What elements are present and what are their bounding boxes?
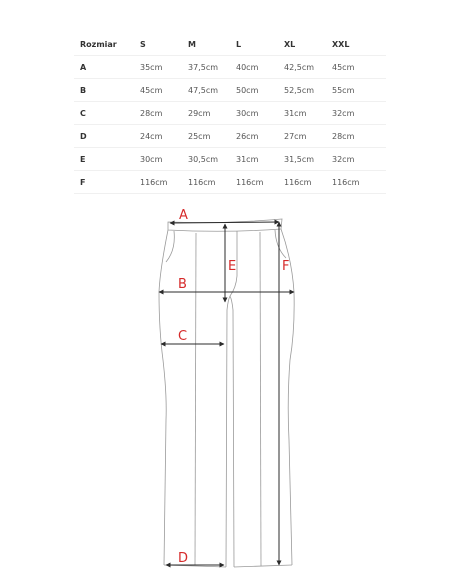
size-value-cell: 40cm [230,56,278,79]
header-xl: XL [278,33,326,56]
row-label: C [74,102,134,125]
header-l: L [230,33,278,56]
row-label: F [74,171,134,194]
size-value-cell: 47,5cm [182,79,230,102]
size-value-cell: 32cm [326,148,386,171]
size-value-cell: 45cm [326,56,386,79]
right-crease [260,232,261,566]
size-value-cell: 30cm [134,148,182,171]
size-value-cell: 31cm [230,148,278,171]
size-value-cell: 28cm [134,102,182,125]
left-leg-outer [159,230,168,565]
size-value-cell: 52,5cm [278,79,326,102]
size-value-cell: 31,5cm [278,148,326,171]
size-value-cell: 24cm [134,125,182,148]
label-c: C [178,329,188,344]
row-label: A [74,56,134,79]
size-value-cell: 37,5cm [182,56,230,79]
label-a: A [179,208,188,223]
size-value-cell: 116cm [182,171,230,194]
size-value-cell: 116cm [230,171,278,194]
right-hem [234,565,292,567]
header-xxl: XXL [326,33,386,56]
size-value-cell: 30cm [230,102,278,125]
size-value-cell: 27cm [278,125,326,148]
size-value-cell: 45cm [134,79,182,102]
left-crease [195,233,196,565]
size-value-cell: 25cm [182,125,230,148]
size-value-cell: 116cm [326,171,386,194]
size-value-cell: 31cm [278,102,326,125]
right-inseam [230,296,234,567]
header-size: Rozmiar [74,33,134,56]
size-value-cell: 42,5cm [278,56,326,79]
size-value-cell: 29cm [182,102,230,125]
row-label: E [74,148,134,171]
size-value-cell: 32cm [326,102,386,125]
size-value-cell: 50cm [230,79,278,102]
size-value-cell: 116cm [278,171,326,194]
header-s: S [134,33,182,56]
header-m: M [182,33,230,56]
label-f: F [282,259,290,274]
right-leg-outer [281,229,294,565]
right-pocket [275,230,286,258]
trousers-outline [159,219,294,567]
size-value-cell: 35cm [134,56,182,79]
label-e: E [228,259,237,274]
left-inseam [226,296,230,567]
size-value-cell: 28cm [326,125,386,148]
label-b: B [178,277,187,292]
row-label: B [74,79,134,102]
row-label: D [74,125,134,148]
label-d: D [178,551,189,566]
size-value-cell: 26cm [230,125,278,148]
size-value-cell: 116cm [134,171,182,194]
size-value-cell: 55cm [326,79,386,102]
size-value-cell: 30,5cm [182,148,230,171]
